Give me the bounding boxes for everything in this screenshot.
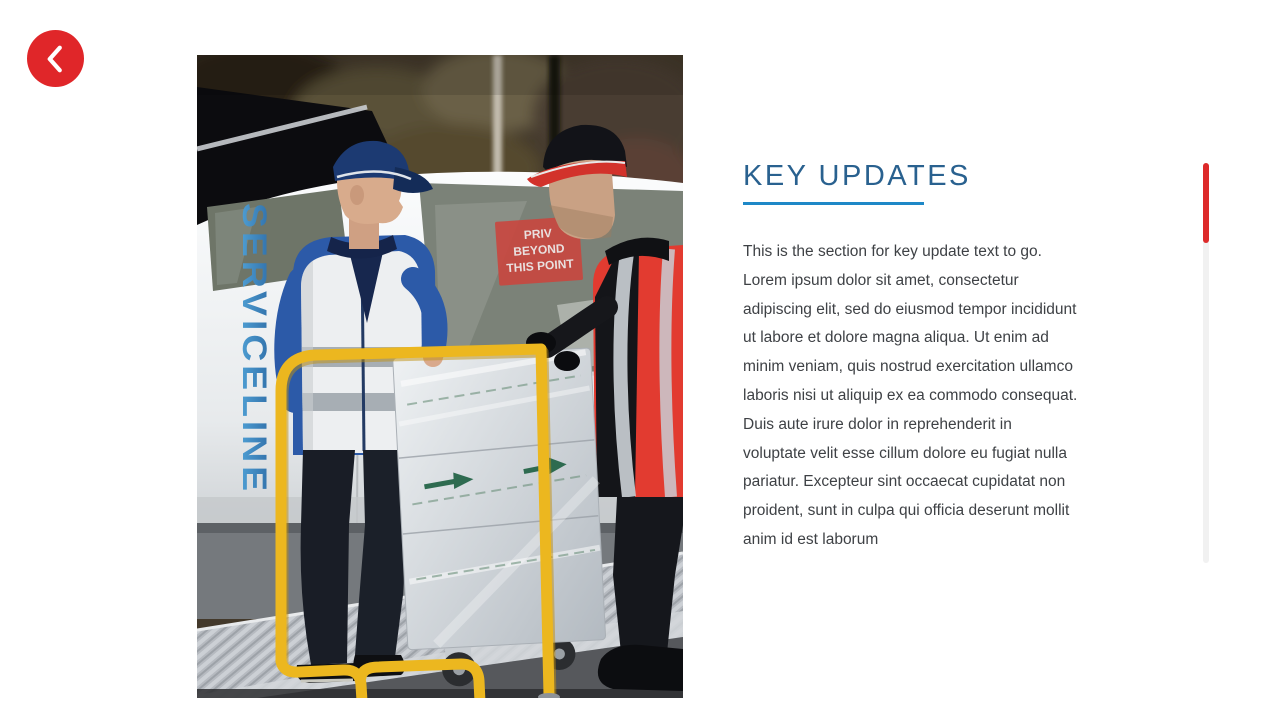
back-button[interactable] — [27, 30, 84, 87]
van-lettering: SERVICELINE — [235, 203, 273, 468]
chevron-left-icon — [41, 42, 71, 76]
heading-underline — [743, 202, 924, 205]
body-text: This is the section for key update text to go. Lorem ipsum dolor sit amet, consectetur adipiscing elit, sed do eiusmod tempor incididunt ut labore et dolore magna aliqua. Ut enim ad minim veniam, quis nostrud exercitation ullamco laboris nisi ut aliquip ex ea commodo consequat. Duis aute irure dolor in reprehenderit in voluptate velit esse cillum dolore eu fugiat nulla pariatur. Excepteur sint occaecat cupidatat non proident, sunt in culpa qui officia deserunt mollit anim id est laborum — [743, 243, 1078, 548]
sticker-line-3: THIS POINT — [505, 256, 575, 276]
sticker-line-1: PRIV — [523, 226, 553, 242]
key-updates-section — [743, 160, 1083, 555]
photo-delivery-workers — [197, 55, 683, 698]
scrollbar-thumb[interactable] — [1203, 163, 1209, 243]
page-title: KEY UPDATES — [743, 160, 971, 192]
scrollbar-track[interactable] — [1203, 163, 1209, 563]
photo-illustration — [197, 55, 683, 698]
sticker-line-2: BEYOND — [512, 241, 566, 259]
wrapped-package — [393, 348, 608, 689]
